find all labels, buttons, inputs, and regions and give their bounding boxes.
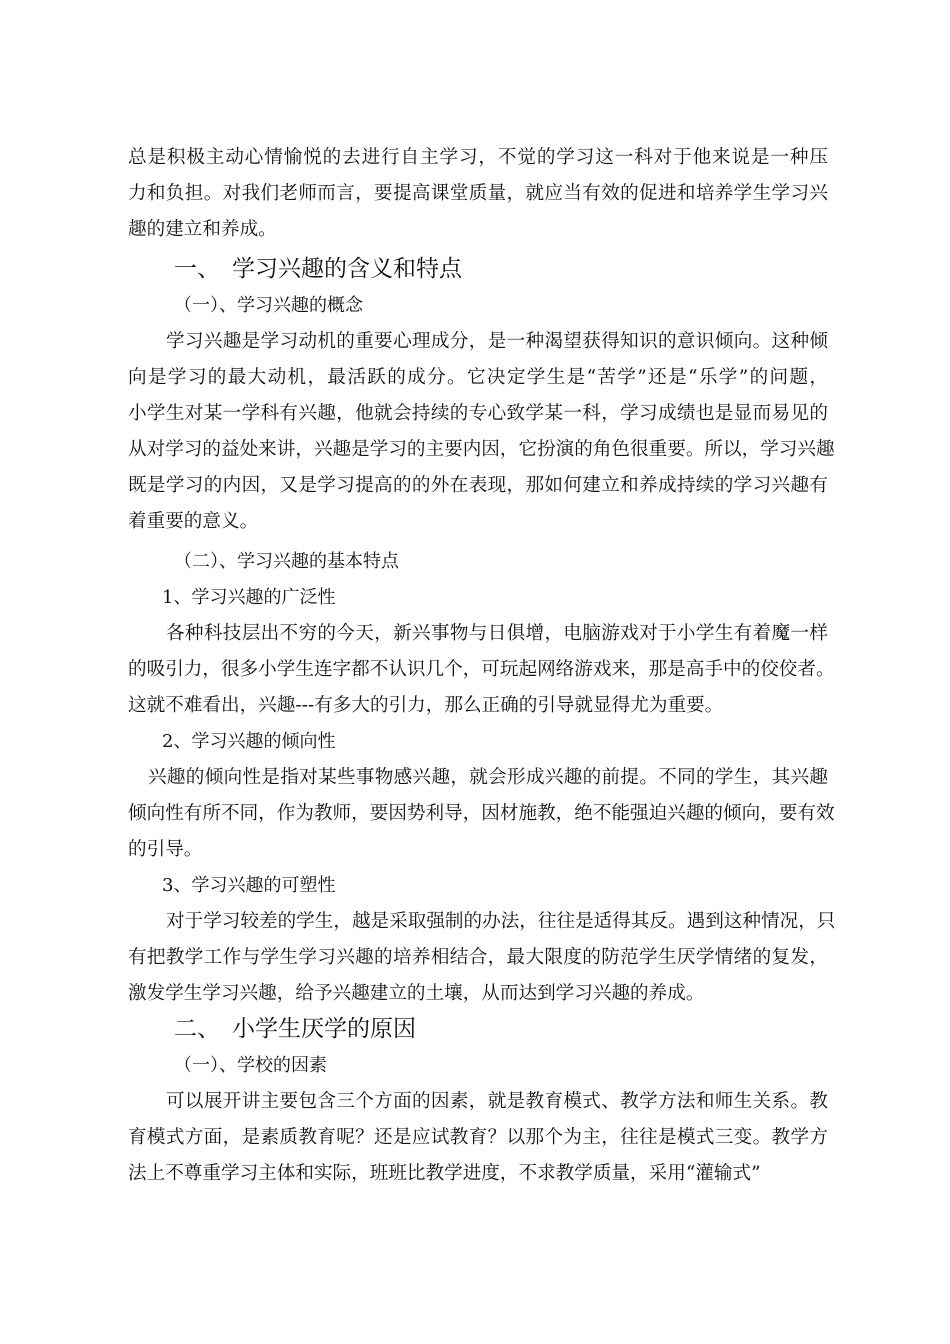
section-2-title: 小学生厌学的原因 [232,1016,416,1042]
item-3-line-2: 有把教学工作与学生学习兴趣的培养相结合，最大限度的防范学生厌学情绪的复发， [128,947,828,968]
intro-line-2: 力和负担。对我们老师而言，要提高课堂质量，就应当有效的促进和培养学生学习兴 [128,183,828,204]
item-2-line-1: 兴趣的倾向性是指对某些事物感兴趣，就会形成兴趣的前提。不同的学生，其兴趣 [148,767,828,788]
s2-sub1-line-2: 育模式方面，是素质教育呢？还是应试教育？以那个为主，往往是模式三变。教学方 [128,1127,828,1148]
s1-sub1-line-6: 着重要的意义。 [128,511,259,532]
section-2-number: 二、 [174,1016,220,1042]
s2-sub1-line-3: 法上不尊重学习主体和实际，班班比教学进度，不求教学质量，采用“灌输式” [128,1163,761,1184]
s1-sub1-line-1: 学习兴趣是学习动机的重要心理成分，是一种渴望获得知识的意识倾向。这种倾 [166,331,828,352]
item-2-line-3: 的引导。 [128,839,203,860]
s1-sub1-line-4: 从对学习的益处来讲，兴趣是学习的主要内因，它扮演的角色很重要。所以，学习兴趣 [128,439,835,460]
item-3-heading: 3、学习兴趣的可塑性 [162,875,336,896]
intro-line-3: 趣的建立和养成。 [128,219,277,240]
s2-sub1-line-1: 可以展开讲主要包含三个方面的因素，就是教育模式、教学方法和师生关系。教 [166,1091,828,1112]
s1-sub1-line-2: 向是学习的最大动机，最活跃的成分。它决定学生是“苦学”还是“乐学”的问题， [128,367,828,388]
section-2-sub-1-heading: （一）、学校的因素 [174,1055,327,1076]
s1-sub1-line-5: 既是学习的内因，又是学习提高的的外在表现，那如何建立和养成持续的学习兴趣有 [128,475,828,496]
item-2-heading: 2、学习兴趣的倾向性 [162,731,336,752]
s1-sub1-line-3: 小学生对某一学科有兴趣，他就会持续的专心致学某一科，学习成绩也是显而易见的 [128,403,828,424]
item-1-line-2: 的吸引力，很多小学生连字都不认识几个，可玩起网络游戏来，那是高手中的佼佼者。 [128,659,835,680]
item-2-line-2: 倾向性有所不同，作为教师，要因势利导，因材施教，绝不能强迫兴趣的倾向，要有效 [128,803,835,824]
section-1-sub-1-heading: （一）、学习兴趣的概念 [174,295,363,316]
item-1-line-1: 各种科技层出不穷的今天，新兴事物与日俱增，电脑游戏对于小学生有着魔一样 [166,623,828,644]
section-1-sub-2-heading: （二）、学习兴趣的基本特点 [174,551,399,572]
section-1-heading [174,254,462,284]
section-1-number: 一、 [174,256,220,282]
intro-line-1: 总是积极主动心情愉悦的去进行自主学习，不觉的学习这一科对于他来说是一种压 [128,147,828,168]
item-1-line-3: 这就不难看出，兴趣---有多大的引力，那么正确的引导就显得尤为重要。 [128,695,724,716]
item-1-heading: 1、学习兴趣的广泛性 [162,587,336,608]
item-3-line-1: 对于学习较差的学生，越是采取强制的办法，往往是适得其反。遇到这种情况，只 [166,911,836,932]
section-1-title: 学习兴趣的含义和特点 [232,256,462,282]
item-3-line-3: 激发学生学习兴趣，给予兴趣建立的土壤，从而达到学习兴趣的养成。 [128,983,705,1004]
section-2-heading [174,1014,416,1044]
